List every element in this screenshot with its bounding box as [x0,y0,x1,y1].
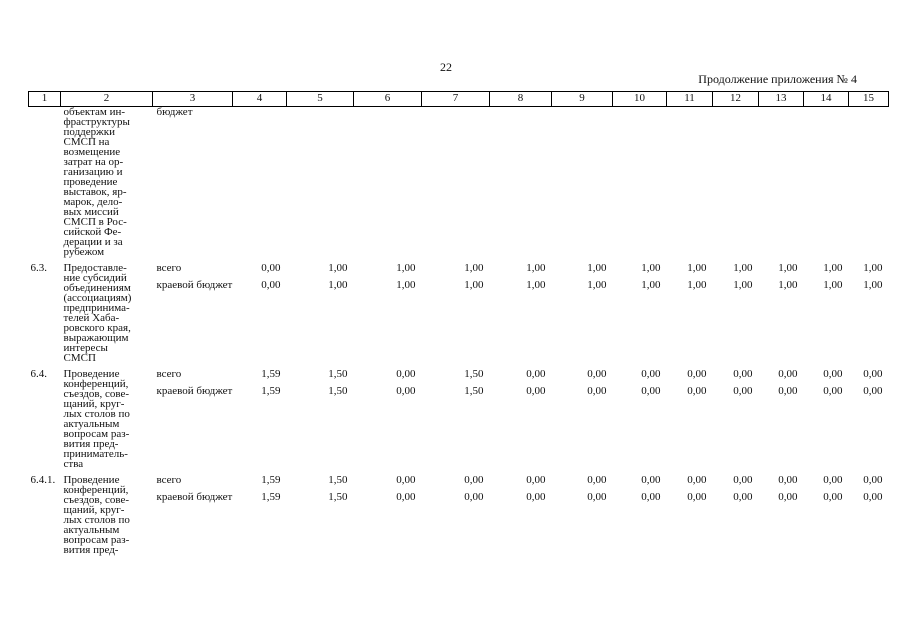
value: 0,00 [687,385,707,397]
value: 0,00 [641,474,661,486]
name-line: актуальным [63,418,120,430]
value: 0,00 [526,491,546,503]
value-cell [422,257,490,363]
name-line: объединениям [63,282,131,294]
column-header-2: 2 [61,92,153,107]
row-code [29,107,61,258]
value-cell [287,257,354,363]
name-line: СМСП на [63,136,110,148]
value-cell [233,257,287,363]
name-line: актуальным [63,524,120,536]
value: 1,00 [778,279,798,291]
name-line: выставок, яр- [63,186,127,198]
value: 0,00 [464,491,484,503]
value-cell [804,257,849,363]
value: 1,59 [261,385,281,397]
value-cell [422,107,490,258]
value-cell [287,107,354,258]
value-cell [759,363,804,469]
value: 0,00 [687,368,707,380]
value: 1,50 [328,474,348,486]
value: 0,00 [863,385,883,397]
value: 1,50 [464,368,484,380]
value: 0,00 [587,368,607,380]
value: 0,00 [526,385,546,397]
name-line: конференций, [63,484,129,496]
name-line: дерации и за [63,236,123,248]
name-line: интересы [63,342,108,354]
name-line: возмещение [63,146,121,158]
value: 0,00 [687,491,707,503]
value-cell [713,363,759,469]
value: 0,00 [587,474,607,486]
value: 1,00 [396,279,416,291]
value-cell [552,469,613,555]
column-header-11: 11 [667,92,713,107]
column-header-10: 10 [613,92,667,107]
name-line: СМСП [63,352,96,364]
value: 0,00 [526,368,546,380]
value-cell [804,107,849,258]
name-line: лых столов по [63,408,130,420]
value-cell [667,107,713,258]
value-cell [613,363,667,469]
table-body [29,107,889,556]
value-cell [759,107,804,258]
value: 0,00 [733,385,753,397]
name-line: конференций, [63,378,129,390]
value-cell [233,469,287,555]
value-cell [490,257,552,363]
value-cell [759,469,804,555]
column-header-12: 12 [713,92,759,107]
name-line: ства [63,458,84,470]
name-line: выражающим [63,332,129,344]
value: 1,50 [328,491,348,503]
value: 0,00 [396,474,416,486]
value: 1,00 [526,279,546,291]
column-header-14: 14 [804,92,849,107]
value: 0,00 [733,368,753,380]
value: 0,00 [863,368,883,380]
row-code: 6.3. [30,262,47,274]
value: 0,00 [778,474,798,486]
name-line: приниматель- [63,448,128,460]
name-line: вития пред- [63,544,119,556]
column-header-7: 7 [422,92,490,107]
value-cell [354,469,422,555]
value: 0,00 [778,491,798,503]
value: 0,00 [587,385,607,397]
name-line: съездов, сове- [63,494,130,506]
name-line: предпринима- [63,302,130,314]
source-line: всего [156,474,182,486]
value: 1,00 [464,279,484,291]
value-cell [422,363,490,469]
name-line: ганизацию и [63,166,123,178]
name-line: (ассоциациям) [63,292,132,304]
value-cell [804,469,849,555]
name-line: вопросам раз- [63,428,130,440]
value: 1,59 [261,474,281,486]
value-cell [713,107,759,258]
value: 0,00 [587,491,607,503]
name-line: щаний, круг- [63,504,125,516]
value-cell [490,107,552,258]
value: 1,00 [587,262,607,274]
value: 1,00 [823,262,843,274]
value-cell [287,469,354,555]
column-header-9: 9 [552,92,613,107]
value: 1,00 [328,262,348,274]
column-header-8: 8 [490,92,552,107]
name-line: сийской Фе- [63,226,122,238]
row-source [153,107,233,258]
value-cell [613,469,667,555]
column-header-5: 5 [287,92,354,107]
name-line: объектам ин- [63,106,126,118]
row-source [153,469,233,555]
value: 1,00 [641,279,661,291]
value-cell [552,257,613,363]
value-cell [287,363,354,469]
value: 1,00 [778,262,798,274]
value: 1,00 [464,262,484,274]
value-cell [849,107,889,258]
value: 1,00 [526,262,546,274]
name-line: телей Хаба- [63,312,120,324]
value-cell [354,107,422,258]
table-row [29,469,889,555]
value-cell [422,469,490,555]
value: 1,50 [328,385,348,397]
value: 0,00 [641,491,661,503]
value: 1,50 [464,385,484,397]
name-line: съездов, сове- [63,388,130,400]
value: 0,00 [464,474,484,486]
value-cell [849,257,889,363]
source-line: краевой бюджет [156,279,233,291]
value: 1,00 [823,279,843,291]
value: 0,00 [733,491,753,503]
name-line: Проведение [63,474,120,486]
name-line: проведение [63,176,118,188]
name-line: щаний, круг- [63,398,125,410]
value-cell [490,363,552,469]
column-header-6: 6 [354,92,422,107]
source-line: краевой бюджет [156,491,233,503]
value-cell [233,107,287,258]
value: 0,00 [863,491,883,503]
column-header-3: 3 [153,92,233,107]
value-cell [713,257,759,363]
source-line: всего [156,262,182,274]
value: 0,00 [526,474,546,486]
financing-table [28,91,888,555]
value: 0,00 [396,385,416,397]
value: 0,00 [823,385,843,397]
name-line: Проведение [63,368,120,380]
value: 0,00 [823,474,843,486]
value: 1,59 [261,491,281,503]
value-cell [613,107,667,258]
value: 1,00 [687,262,707,274]
name-line: вых миссий [63,206,119,218]
row-name [61,363,153,469]
column-header-13: 13 [759,92,804,107]
value-cell [552,363,613,469]
page-number: 22 [440,60,452,74]
value: 1,00 [587,279,607,291]
source-line: бюджет [156,106,193,118]
value-cell [233,363,287,469]
value: 0,00 [863,474,883,486]
value-cell [354,363,422,469]
name-line: ние субсидий [63,272,127,284]
value-cell [552,107,613,258]
value: 0,00 [823,491,843,503]
value: 0,00 [641,368,661,380]
value: 1,00 [687,279,707,291]
row-source [153,257,233,363]
row-name [61,469,153,555]
value-cell [667,257,713,363]
name-line: поддержки [63,126,115,138]
value-cell [667,469,713,555]
column-header-15: 15 [849,92,889,107]
value: 1,00 [863,279,883,291]
value: 0,00 [733,474,753,486]
name-line: вопросам раз- [63,534,130,546]
name-line: фраструктуры [63,116,130,128]
value: 1,00 [863,262,883,274]
table-row [29,257,889,363]
value-cell [613,257,667,363]
value: 0,00 [687,474,707,486]
value-cell [667,363,713,469]
row-name [61,107,153,258]
name-line: вития пред- [63,438,119,450]
value: 1,59 [261,368,281,380]
appendix-title: Продолжение приложения № 4 [698,72,857,86]
value-cell [354,257,422,363]
table-row [29,107,889,258]
value-cell [759,257,804,363]
value: 1,00 [641,262,661,274]
row-source [153,363,233,469]
column-header-1: 1 [29,92,61,107]
value: 1,50 [328,368,348,380]
row-code: 6.4.1. [30,474,56,486]
value: 1,00 [733,279,753,291]
name-line: ровского края, [63,322,131,334]
column-header-4: 4 [233,92,287,107]
name-line: СМСП в Рос- [63,216,127,228]
value: 0,00 [396,368,416,380]
value: 0,00 [823,368,843,380]
name-line: Предоставле- [63,262,127,274]
value-cell [804,363,849,469]
row-code: 6.4. [30,368,47,380]
name-line: марок, дело- [63,196,123,208]
value: 1,00 [733,262,753,274]
value: 0,00 [778,385,798,397]
source-line: краевой бюджет [156,385,233,397]
value: 0,00 [261,279,281,291]
value: 0,00 [641,385,661,397]
name-line: рубежом [63,246,105,258]
value: 1,00 [396,262,416,274]
value: 1,00 [328,279,348,291]
value-cell [713,469,759,555]
value-cell [490,469,552,555]
header-row [29,92,889,107]
value: 0,00 [778,368,798,380]
row-name [61,257,153,363]
value-cell [849,363,889,469]
name-line: затрат на ор- [63,156,124,168]
name-line: лых столов по [63,514,130,526]
table-row [29,363,889,469]
value: 0,00 [261,262,281,274]
value: 0,00 [396,491,416,503]
source-line: всего [156,368,182,380]
value-cell [849,469,889,555]
